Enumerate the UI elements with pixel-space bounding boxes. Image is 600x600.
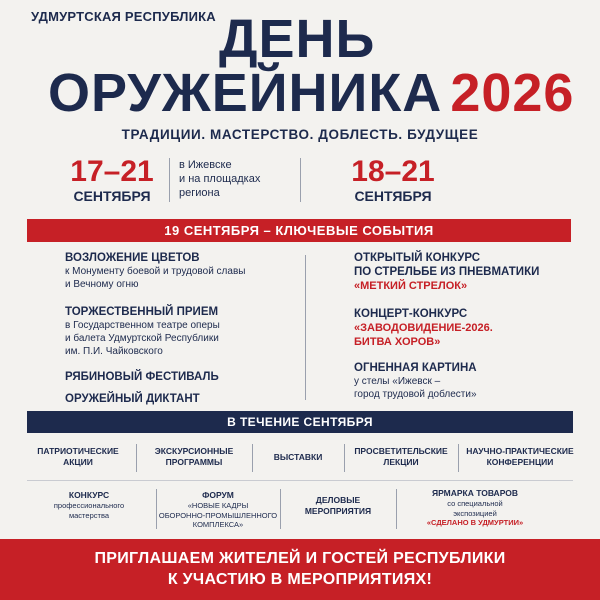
- event-highlight: «ЗАВОДОВИДЕНИЕ-2026.: [354, 322, 493, 334]
- activity-divider: [136, 444, 137, 472]
- event-highlight: БИТВА ХОРОВ»: [354, 336, 441, 348]
- activity-line: НАУЧНО-ПРАКТИЧЕСКИЕ: [466, 446, 574, 456]
- activity-title: КОНКУРС: [68, 490, 110, 500]
- date-divider-2: [300, 158, 301, 202]
- activity-line: ОБОРОННО-ПРОМЫШЛЕННОГО: [158, 510, 278, 520]
- date-note-line: в Ижевске: [179, 159, 232, 171]
- activity-line: ЛЕКЦИИ: [383, 457, 419, 467]
- region-label: УДМУРТСКАЯ РЕСПУБЛИКА: [31, 9, 216, 24]
- activity-divider: [396, 489, 397, 529]
- date-note-line: региона: [179, 187, 220, 199]
- activity-patriotic-actions: [22, 446, 134, 468]
- event-desc-line: город трудовой доблести»: [354, 389, 477, 400]
- event-title-line: ПО СТРЕЛЬБЕ ИЗ ПНЕВМАТИКИ: [354, 266, 540, 278]
- title-word: ОРУЖЕЙНИКА: [48, 63, 443, 123]
- event-desc-line: и балета Удмуртской Республики: [65, 333, 219, 344]
- event-flowers: [65, 251, 295, 291]
- key-events-banner: 19 СЕНТЯБРЯ – КЛЮЧЕВЫЕ СОБЫТИЯ: [27, 219, 571, 242]
- activity-line: профессионального: [53, 501, 125, 510]
- activity-line: «НОВЫЕ КАДРЫ: [187, 501, 249, 510]
- event-desc-line: им. П.И. Чайковского: [65, 346, 163, 357]
- invite-banner: [0, 539, 600, 600]
- title-year: 2026: [450, 63, 575, 123]
- activity-title: ФОРУМ: [202, 490, 234, 500]
- date-range-2-month: СЕНТЯБРЯ: [354, 188, 432, 204]
- event-shooting-contest: [354, 251, 574, 293]
- events-divider: [305, 255, 306, 400]
- event-title: ТОРЖЕСТВЕННЫЙ ПРИЕМ: [65, 306, 219, 318]
- activity-line: ПРОСВЕТИТЕЛЬСКИЕ: [354, 446, 448, 456]
- date-range-1: [52, 156, 172, 204]
- event-title-line: КОНЦЕРТ-КОНКУРС: [354, 308, 468, 320]
- activities-row-divider: [27, 480, 573, 481]
- tagline: ТРАДИЦИИ. МАСТЕРСТВО. ДОБЛЕСТЬ. БУДУЩЕЕ: [121, 127, 479, 142]
- activity-lectures: [346, 446, 456, 468]
- title-line-2: [48, 64, 574, 122]
- event-highlight: «МЕТКИЙ СТРЕЛОК»: [354, 280, 468, 292]
- activity-divider: [280, 489, 281, 529]
- event-title: ВОЗЛОЖЕНИЕ ЦВЕТОВ: [65, 252, 200, 264]
- event-desc-line: и Вечному огню: [65, 279, 139, 290]
- date-range-2: [333, 156, 453, 204]
- september-banner: В ТЕЧЕНИЕ СЕНТЯБРЯ: [27, 411, 573, 433]
- date-location-note: [179, 158, 260, 200]
- activity-divider: [344, 444, 345, 472]
- date-range-1-days: 17–21: [70, 155, 154, 188]
- activity-excursions: [138, 446, 250, 468]
- event-reception: [65, 305, 295, 358]
- activity-exhibitions: [254, 452, 342, 463]
- activity-line: со специальной: [447, 499, 503, 508]
- activity-line: мастерства: [68, 510, 110, 520]
- invite-line-1: ПРИГЛАШАЕМ ЖИТЕЛЕЙ И ГОСТЕЙ РЕСПУБЛИКИ: [94, 550, 506, 567]
- activity-divider: [252, 444, 253, 472]
- activity-line: КОНФЕРЕНЦИИ: [486, 457, 554, 467]
- date-range-1-month: СЕНТЯБРЯ: [73, 188, 151, 204]
- date-range-2-days: 18–21: [351, 155, 435, 188]
- event-title-line: ОГНЕННАЯ КАРТИНА: [354, 362, 477, 374]
- activity-line: ЭКСКУРСИОННЫЕ: [154, 446, 234, 456]
- activity-highlight: «СДЕЛАНО В УДМУРТИИ»: [426, 518, 524, 527]
- date-divider-1: [169, 158, 170, 202]
- event-weapon-dictation: ОРУЖЕЙНЫЙ ДИКТАНТ: [65, 393, 200, 405]
- activity-line: ВЫСТАВКИ: [273, 452, 323, 462]
- activity-professional-contest: [24, 490, 154, 520]
- activity-business-events: [282, 495, 394, 517]
- activity-line: ПРОГРАММЫ: [165, 457, 223, 467]
- activity-conferences: [460, 446, 580, 468]
- event-desc-line: в Государственном театре оперы: [65, 320, 220, 331]
- event-fire-picture: [354, 361, 574, 401]
- activity-line: КОМПЛЕКСА»: [192, 520, 244, 529]
- event-desc-line: к Монументу боевой и трудовой славы: [65, 266, 246, 277]
- date-note-line: и на площадках: [179, 173, 261, 185]
- activity-line: экспозицией: [453, 508, 497, 518]
- activity-line: ПАТРИОТИЧЕСКИЕ: [37, 446, 119, 456]
- activity-divider: [156, 489, 157, 529]
- event-title-line: ОТКРЫТЫЙ КОНКУРС: [354, 252, 481, 264]
- event-concert-contest: [354, 307, 574, 349]
- activity-line: АКЦИИ: [63, 457, 93, 467]
- invite-line-2: К УЧАСТИЮ В МЕРОПРИЯТИЯХ!: [167, 571, 433, 588]
- activity-divider: [458, 444, 459, 472]
- activity-forum: [158, 490, 278, 530]
- activity-line: МЕРОПРИЯТИЯ: [304, 506, 372, 516]
- event-rowan-festival: РЯБИНОВЫЙ ФЕСТИВАЛЬ: [65, 371, 219, 383]
- activity-title: ЯРМАРКА ТОВАРОВ: [432, 488, 518, 498]
- title-line-1: ДЕНЬ: [219, 9, 376, 69]
- activity-goods-fair: [398, 488, 552, 528]
- event-desc-line: у стелы «Ижевск –: [354, 376, 441, 387]
- activity-line: ДЕЛОВЫЕ: [315, 495, 361, 505]
